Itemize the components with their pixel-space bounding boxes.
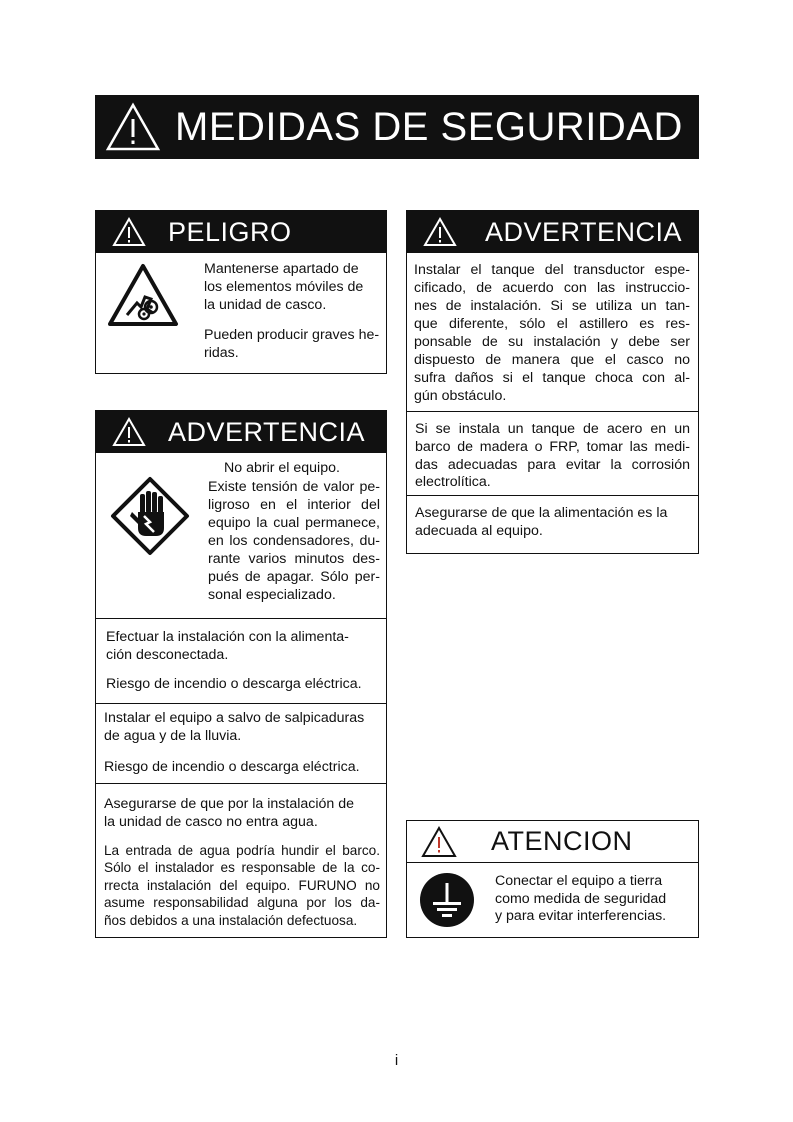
peligro-header — [96, 211, 386, 253]
warning-triangle-icon — [112, 217, 146, 247]
text-line: pués de apagar. Sólo per- — [208, 569, 380, 585]
advertencia-left-title: ADVERTENCIA — [168, 416, 366, 447]
text-line: barco de madera o FRP, tomar las medi- — [415, 438, 690, 455]
text-line: Instalar el equipo a salvo de salpicaduras — [104, 710, 365, 726]
text-line: los elementos móviles de — [204, 279, 364, 295]
peligro-text — [204, 260, 382, 362]
text-line: en los condensadores, du- — [208, 533, 380, 549]
text-line: Sólo el instalador es responsable de la co- — [104, 860, 380, 876]
text-line: de agua y de la lluvia. — [104, 727, 242, 744]
text-line: adecuada al equipo. — [415, 522, 543, 539]
warning-triangle-icon — [421, 826, 457, 858]
text-line: rrecta instalación del equipo. FURUNO no — [104, 877, 380, 893]
text-line: Mantenerse apartado de — [204, 261, 359, 277]
text-line: asume responsabilidad alguna por los da- — [104, 895, 380, 911]
text-line: Instalar el tanque del transductor espe- — [414, 262, 690, 278]
text-line: la unidad de casco no entra agua. — [104, 813, 318, 830]
advertencia-right-section-3 — [407, 495, 698, 553]
warning-triangle-icon — [423, 217, 457, 247]
warning-triangle-icon — [105, 102, 161, 152]
text-line: das adecuadas para evitar la corrosión — [415, 456, 690, 473]
atencion-title: ATENCION — [491, 826, 633, 856]
peligro-title: PELIGRO — [168, 216, 292, 247]
advertencia-right-title: ADVERTENCIA — [485, 216, 683, 247]
text-line: Pueden producir graves he- — [204, 327, 380, 343]
text-line: sufra daños si el tanque choca con al- — [414, 370, 690, 386]
page-number: i — [394, 1052, 399, 1069]
text-line: Efectuar la instalación con la alimenta- — [106, 629, 349, 645]
crush-hazard-icon — [107, 263, 179, 327]
text-line: Asegurarse de que por la instalación de — [104, 796, 355, 812]
advertencia-right-section-2 — [407, 411, 698, 495]
ground-icon — [419, 872, 475, 928]
text-line: y para evitar interferencias. — [495, 908, 667, 924]
text-line: rante varios minutos des- — [208, 551, 380, 567]
text-line: la unidad de casco. — [204, 297, 327, 313]
advertencia-left-section-3 — [96, 703, 386, 783]
advertencia-left-section-2 — [96, 618, 386, 703]
atencion-header — [407, 821, 698, 863]
text-line: como medida de seguridad — [495, 890, 667, 907]
advertencia-right-header — [407, 211, 698, 253]
advertencia-right-section-1 — [414, 261, 690, 405]
text-line: que diferente, sólo el astillero es res- — [414, 316, 690, 332]
text-line: Asegurarse de que la alimentación es la — [415, 505, 668, 521]
page-title-bar — [95, 95, 699, 159]
advertencia-left-section-1 — [96, 454, 386, 618]
text-line: Si se instala un tanque de acero en un — [415, 421, 690, 437]
atencion-box — [406, 820, 699, 938]
text-line: Existe tensión de valor pe- — [208, 479, 380, 495]
text-line: La entrada de agua podría hundir el barco. — [104, 842, 380, 858]
peligro-box — [95, 210, 387, 374]
text-line: sonal especializado. — [208, 587, 336, 603]
text-line: ligroso en el interior del — [208, 497, 380, 513]
text-line: nes de instalación. Si se utiliza un tan- — [414, 298, 690, 314]
text-line: No abrir el equipo. — [224, 460, 340, 476]
text-line: ños debidos a una instalación defectuosa. — [104, 912, 358, 928]
text-line: ción desconectada. — [106, 646, 229, 663]
text-line: equipo la cual permanece, — [208, 515, 380, 531]
advertencia-left-lines — [208, 478, 380, 604]
electric-shock-hand-icon — [110, 476, 190, 556]
text-line: Conectar el equipo a tierra — [495, 873, 663, 889]
text-line: ridas. — [204, 345, 239, 361]
advertencia-left-box — [95, 410, 387, 938]
atencion-text — [495, 873, 695, 926]
text-line: Riesgo de incendio o descarga eléctrica. — [106, 675, 362, 692]
text-line: electrolítica. — [415, 474, 491, 491]
page-title: MEDIDAS DE SEGURIDAD — [175, 104, 683, 149]
advertencia-left-section-4 — [96, 783, 386, 937]
text-line: ponsable de su instalación y debe ser — [414, 334, 690, 350]
advertencia-right-box — [406, 210, 699, 554]
text-line: cificado, de acuerdo con las instruccio- — [414, 280, 690, 296]
warning-triangle-icon — [112, 417, 146, 447]
advertencia-left-header — [96, 411, 386, 453]
text-line: Riesgo de incendio o descarga eléctrica. — [104, 758, 360, 775]
text-line: dispuesto de manera que el casco no — [414, 352, 690, 368]
text-line: gún obstáculo. — [414, 388, 507, 404]
